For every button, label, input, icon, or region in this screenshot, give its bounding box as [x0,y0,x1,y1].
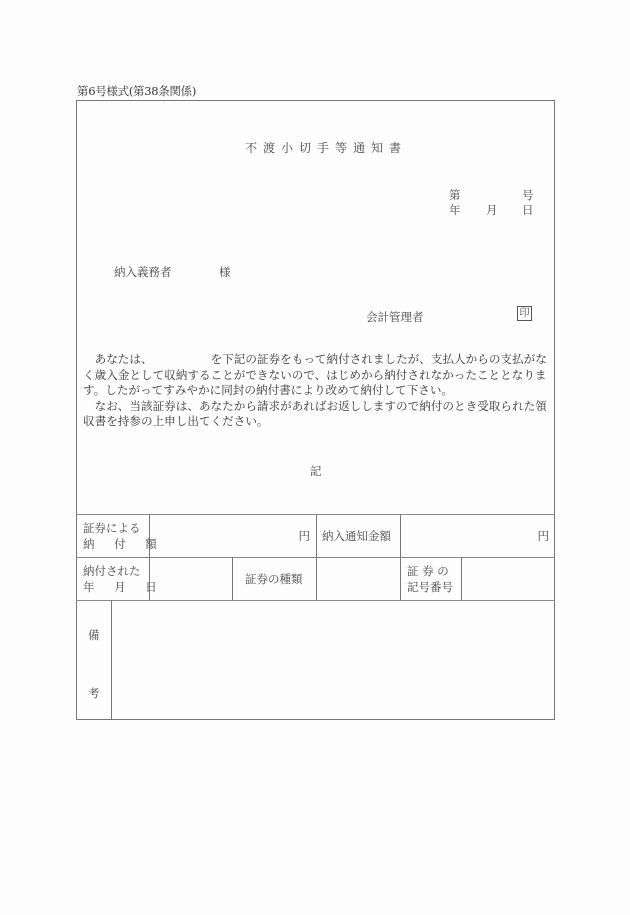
addressee-label: 納入義務者 [114,265,172,279]
body-paragraph-1 [83,352,555,399]
date-year: 年 [449,203,461,217]
addressee-honorific: 様 [219,265,231,279]
securities-code-label [407,563,453,595]
seal-icon: 印 [517,306,532,321]
ki-label: 記 [310,464,322,478]
document-title: 不渡小切手等通知書 [245,141,408,155]
yen-unit: 円 [537,529,549,543]
body-paragraph-2: なお、当該証券は、あなたから請求があればお返ししますので納付のとき受取られた領収書を持参の上申し出てください。 [83,398,547,428]
yen-unit: 円 [298,529,310,543]
payment-date-field[interactable] [150,558,232,600]
notice-amount-label: 納入通知金額 [322,529,391,543]
remarks-label-char2: 考 [88,686,100,700]
para1-rest: を下記の証券をもって納付されましたが、支払人からの支払がなく歳入金として収納することができないので、はじめから納付されなかったこととなります。したがってすみやかに同封の納付書により改めて納付して下さい。 [83,352,547,397]
label-line: 証券による [83,521,141,535]
label-line: 納付された [83,564,141,578]
label-line: 証 券 の [407,564,449,578]
table-col-divider [232,557,233,600]
para1-lead: あなたは、 [94,352,153,366]
label-line: 納 付 額 [83,537,165,551]
number-prefix: 第 [449,188,461,202]
label-line: 年 月 日 [83,580,165,594]
securities-code-field[interactable] [462,558,555,600]
remarks-label-char1: 備 [88,628,100,642]
label-line: 記号番号 [407,580,453,594]
date-month: 月 [486,203,498,217]
number-suffix: 号 [522,188,534,202]
body-text [83,352,555,430]
date-day: 日 [522,203,534,217]
notice-amount-field[interactable] [401,520,555,552]
securities-type-field[interactable] [317,558,400,600]
securities-amount-field[interactable] [150,520,316,552]
issuer-label: 会計管理者 [366,310,424,324]
securities-type-label: 証券の種類 [245,572,303,586]
form-number-label: 第6号様式(第38条関係) [77,84,197,98]
remarks-field[interactable] [112,601,555,720]
